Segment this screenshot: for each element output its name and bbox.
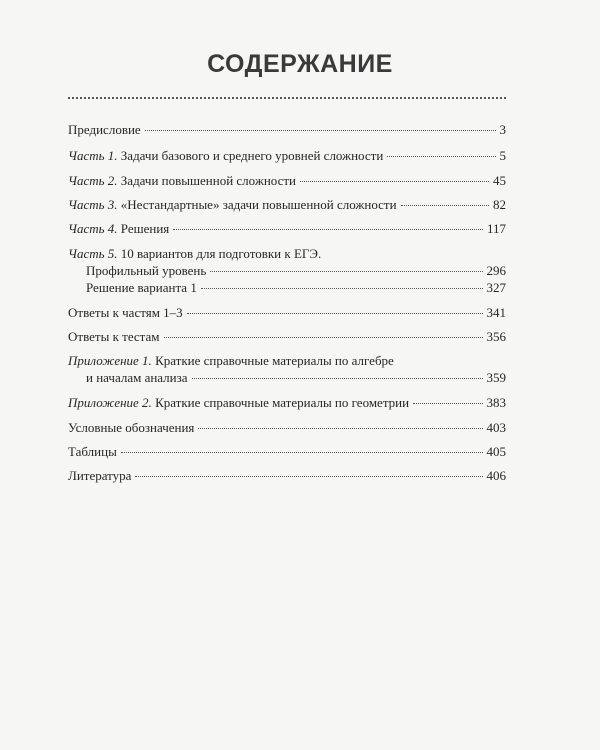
page-number: 296 <box>486 263 506 278</box>
page-number: 383 <box>486 395 506 410</box>
toc-entry-part-4[interactable] <box>68 221 506 239</box>
page-number: 405 <box>486 444 506 459</box>
toc-entry-answers-parts[interactable] <box>68 305 506 323</box>
toc-entry-tables[interactable] <box>68 444 506 462</box>
entry-title: Задачи повышенной сложности <box>120 173 297 188</box>
title-dotted-rule <box>68 97 506 99</box>
page-number: 356 <box>486 329 506 344</box>
entry-title: Ответы к тестам <box>68 329 160 344</box>
page-number: 327 <box>486 280 506 295</box>
toc-entry-appendix-2[interactable] <box>68 395 506 413</box>
toc-entry-part-1[interactable] <box>68 148 506 166</box>
part-label: Приложение 1. <box>68 353 152 368</box>
entry-title-cont: и началам анализа <box>86 370 188 385</box>
toc-entry-appendix-1 <box>68 353 506 371</box>
toc-entry-part-5 <box>68 246 506 264</box>
entry-title: Предисловие <box>68 122 141 137</box>
entry-title: Краткие справочные материалы по геометрии <box>155 395 410 410</box>
page-number: 82 <box>493 197 506 212</box>
toc-entry-preface[interactable] <box>68 122 506 140</box>
entry-title: Ответы к частям 1–3 <box>68 305 183 320</box>
leader-dots <box>413 403 482 404</box>
leader-dots <box>300 181 489 182</box>
entry-title: 10 вариантов для подготовки к ЕГЭ. <box>120 246 322 261</box>
part-label: Часть 4. <box>68 221 118 236</box>
leader-dots <box>145 130 496 131</box>
leader-dots <box>387 156 495 157</box>
part-label: Часть 2. <box>68 173 118 188</box>
entry-title: «Нестандартные» задачи повышенной сложности <box>120 197 397 212</box>
leader-dots <box>187 313 483 314</box>
entry-title: Условные обозначения <box>68 420 195 435</box>
entry-title: Решение варианта 1 <box>86 280 197 295</box>
entry-title: Краткие справочные материалы по алгебре <box>155 353 394 368</box>
entry-title: Профильный уровень <box>86 263 207 278</box>
leader-dots <box>210 271 482 272</box>
toc-subentry-profile-level[interactable] <box>68 263 506 281</box>
leader-dots <box>198 428 482 429</box>
leader-dots <box>135 476 482 477</box>
leader-dots <box>121 452 483 453</box>
part-label: Часть 5. <box>68 246 118 261</box>
page-number: 117 <box>486 221 506 236</box>
leader-dots <box>201 288 483 289</box>
toc-entry-literature[interactable] <box>68 468 506 486</box>
entry-title: Литература <box>68 468 132 483</box>
entry-title: Решения <box>120 221 170 236</box>
page-title: СОДЕРЖАНИЕ <box>207 50 393 78</box>
page-number: 341 <box>486 305 506 320</box>
part-label: Часть 3. <box>68 197 118 212</box>
toc-entry-part-3[interactable] <box>68 197 506 215</box>
page-number: 5 <box>499 148 506 163</box>
page-number: 406 <box>486 468 506 483</box>
toc-entry-appendix-1-cont[interactable] <box>68 370 506 388</box>
toc-entry-notation[interactable] <box>68 420 506 438</box>
page-number: 45 <box>493 173 506 188</box>
entry-title: Таблицы <box>68 444 117 459</box>
part-label: Часть 1. <box>68 148 118 163</box>
page-number: 359 <box>486 370 506 385</box>
entry-title: Задачи базового и среднего уровней сложности <box>120 148 384 163</box>
toc-subentry-variant-1-solution[interactable] <box>68 280 506 298</box>
toc-entry-answers-tests[interactable] <box>68 329 506 347</box>
page-number: 403 <box>486 420 506 435</box>
part-label: Приложение 2. <box>68 395 152 410</box>
page-number: 3 <box>499 122 506 137</box>
toc-entry-part-2[interactable] <box>68 173 506 191</box>
leader-dots <box>173 229 483 230</box>
leader-dots <box>401 205 489 206</box>
leader-dots <box>192 378 483 379</box>
leader-dots <box>164 337 483 338</box>
